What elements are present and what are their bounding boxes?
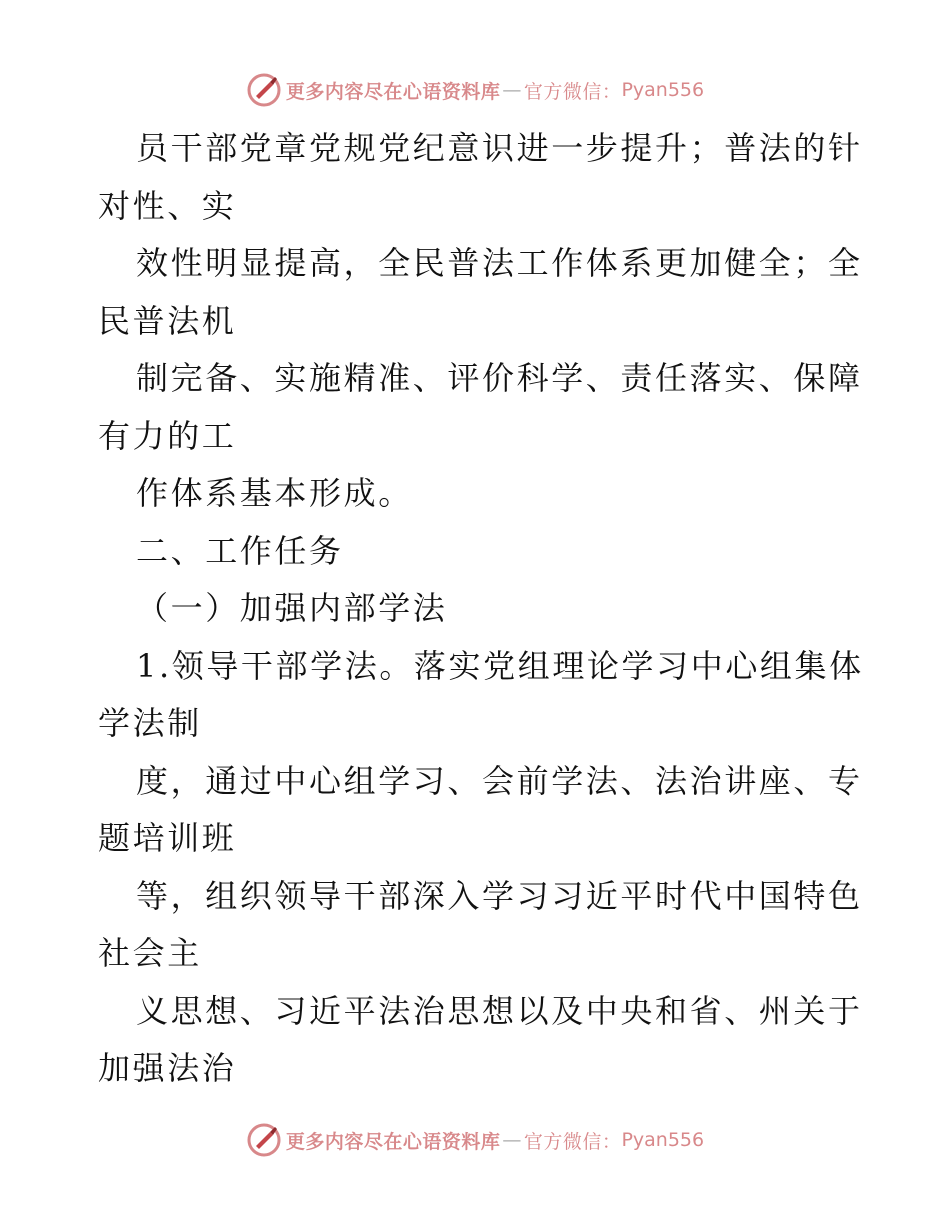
text-line: 度，通过中心组学习、会前学法、法治讲座、专 [136,761,863,800]
document-body [98,120,864,1098]
text-line: 社会主 [98,934,202,972]
watermark-id: Pyan556 [621,79,705,101]
watermark-id: Pyan556 [621,1129,705,1151]
watermark-official: 官方微信： [523,1130,622,1153]
text-line: 制完备、实施精准、评价科学、责任落实、保障 [136,359,863,397]
text-line: 民普法机 [98,301,237,340]
text-line: 二、工作任务 [136,531,344,570]
logo-icon [246,72,282,108]
logo-icon [246,1122,282,1158]
watermark-dash: — [502,1129,522,1151]
text-line: 义思想、习近平法治思想以及中央和省、州关于 [136,991,863,1030]
watermark-footer [0,1120,950,1160]
text-line: 有力的工 [98,416,237,455]
text-line: 作体系基本形成。 [136,474,413,512]
text-line: 等，组织领导干部深入学习习近平时代中国特色 [136,876,863,915]
text-line: 员干部党章党规党纪意识进一步提升；普法的针 [136,129,863,167]
text-line: 对性、实 [98,186,237,225]
text-line: 效性明显提高，全民普法工作体系更加健全；全 [136,244,863,282]
watermark-title: 更多内容尽在心语资料库 [285,80,501,103]
watermark-official: 官方微信： [523,80,622,103]
text-line: 题培训班 [98,819,237,857]
text-line: 加强法治 [98,1049,237,1087]
watermark-header [0,70,950,110]
text-line: （一）加强内部学法 [136,589,448,627]
watermark-title: 更多内容尽在心语资料库 [285,1130,501,1153]
text-line: 学法制 [98,704,202,742]
text-line: 1.领导干部学法。落实党组理论学习中心组集体 [136,646,864,685]
watermark-dash: — [502,79,522,101]
